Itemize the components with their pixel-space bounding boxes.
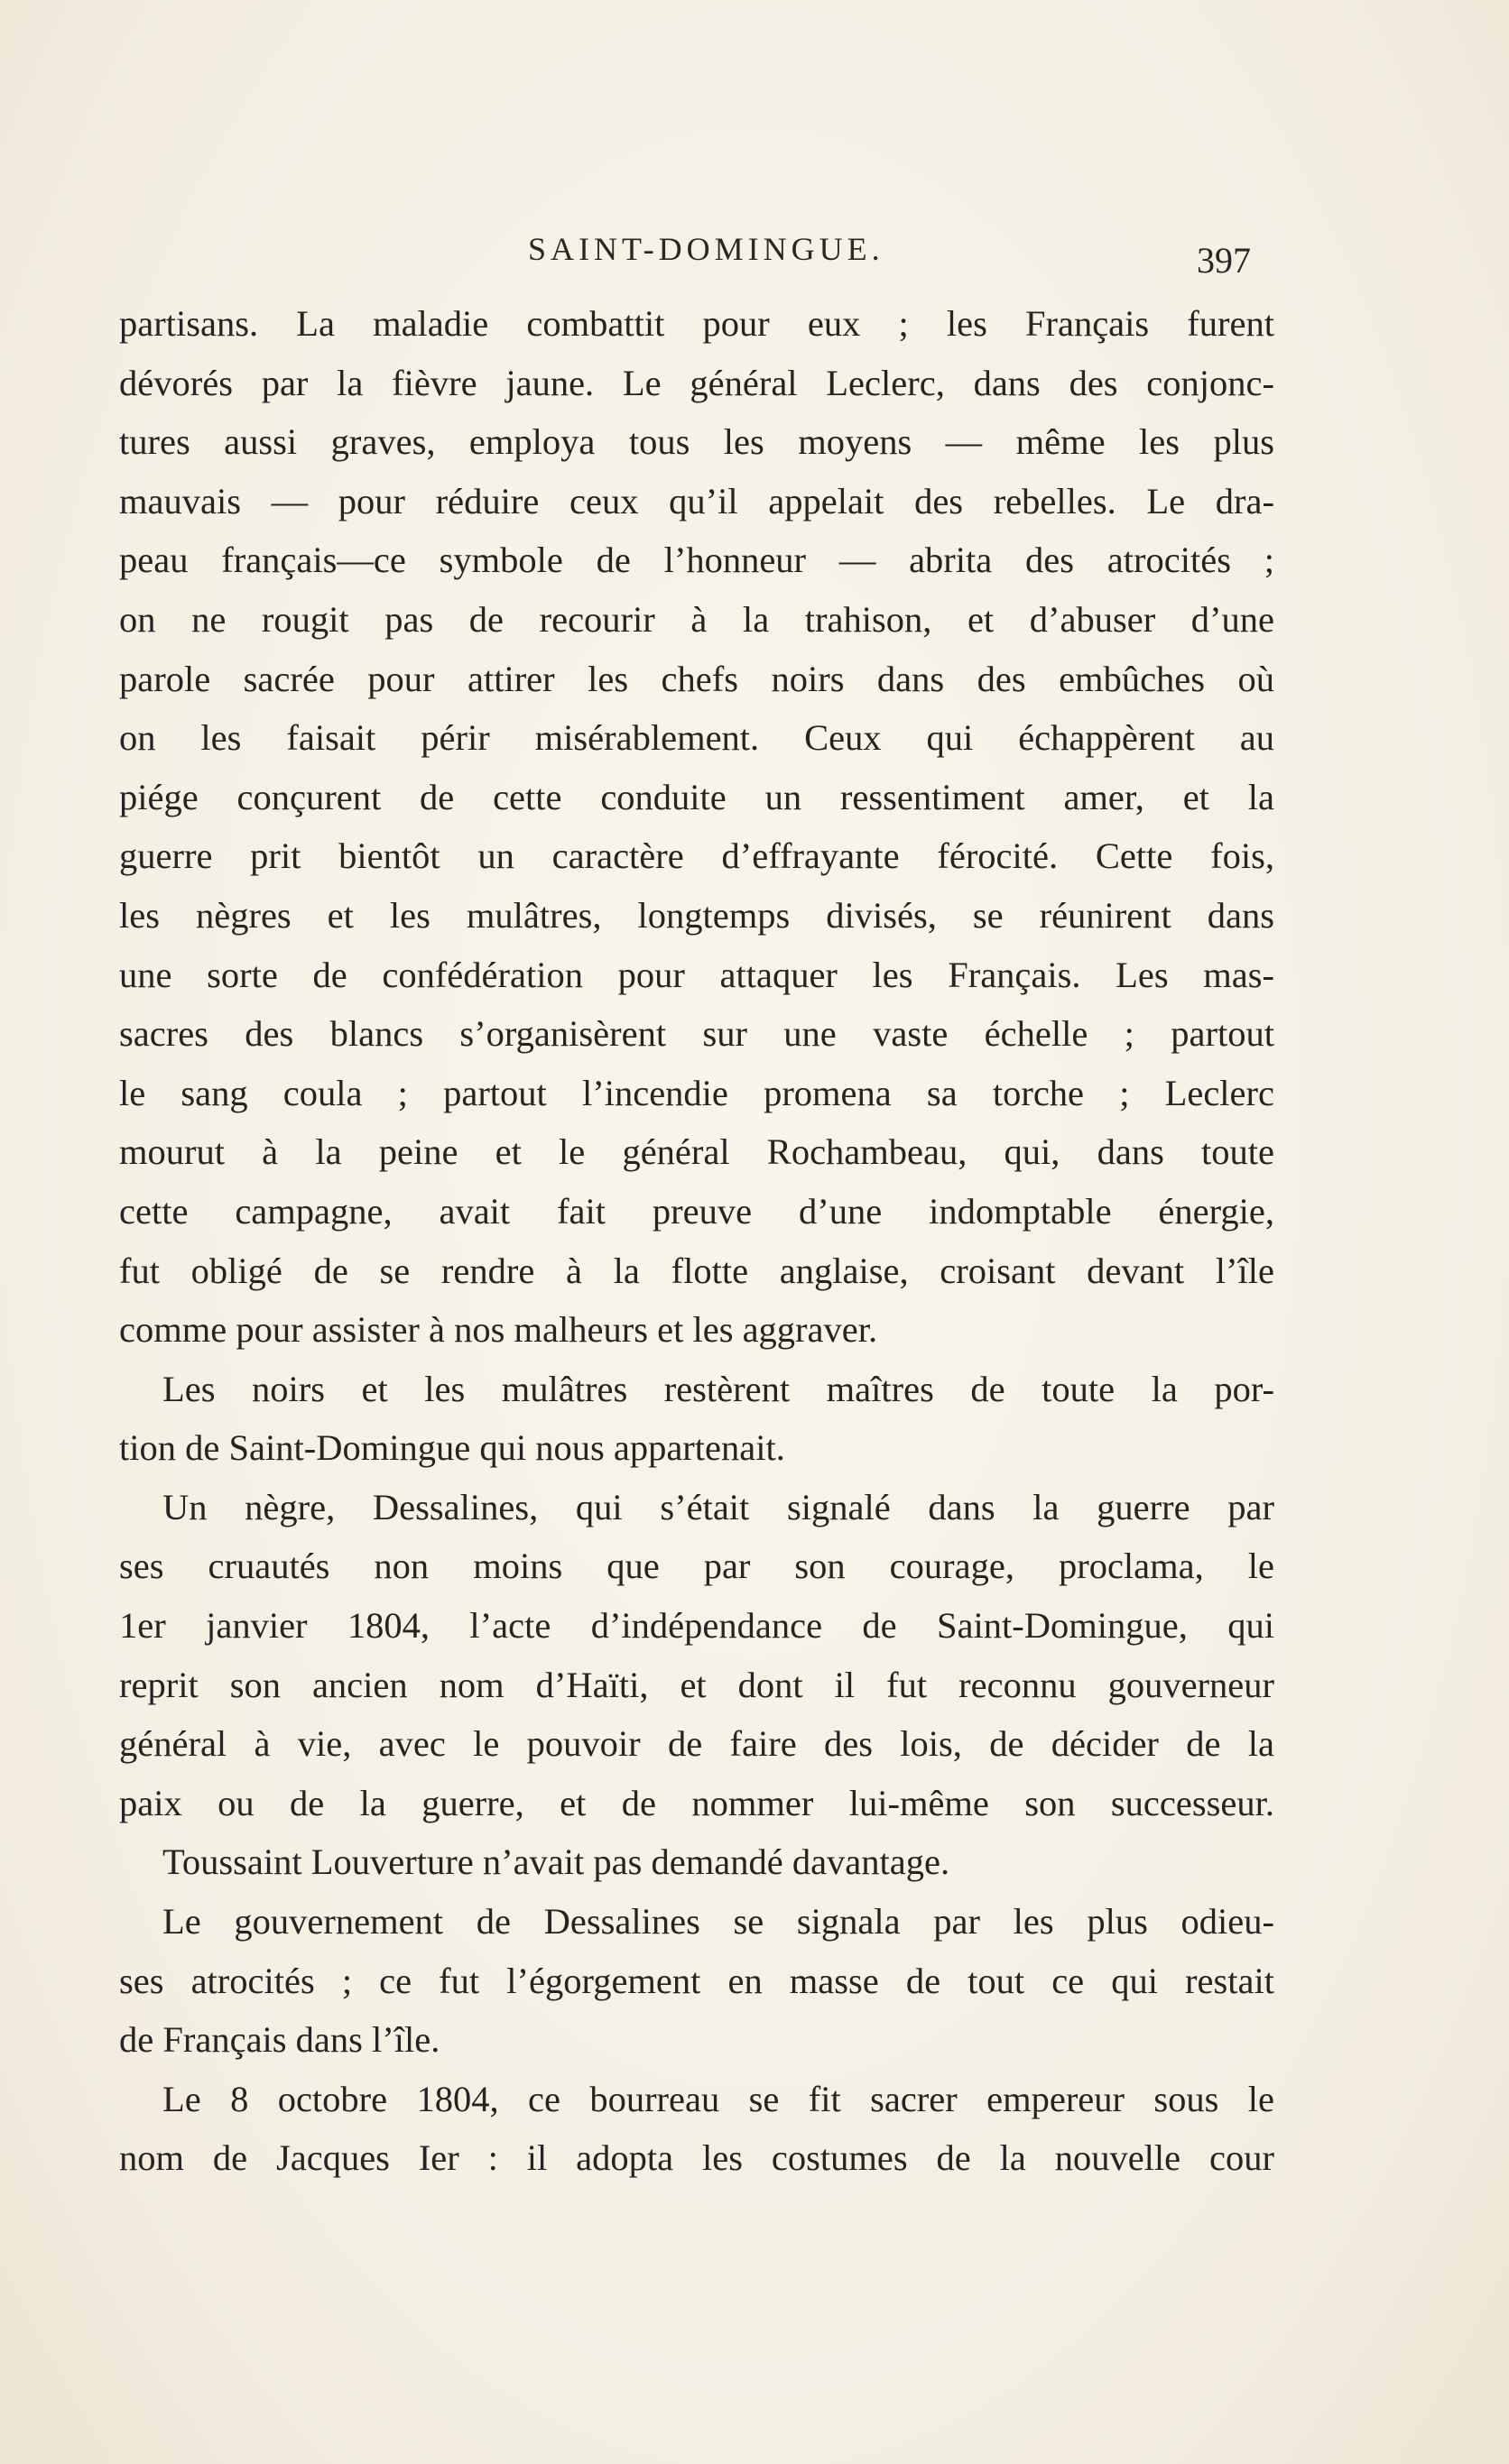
text-line: reprit son ancien nom d’Haïti, et dont il fut reconnu gouverneur xyxy=(119,1664,1274,1705)
text-line: peau français—ce symbole de l’honneur — abrita des atrocités ; xyxy=(119,540,1274,581)
text-line: tures aussi graves, employa tous les moyens — même les plus xyxy=(119,421,1274,463)
text-line: piége conçurent de cette conduite un ressentiment amer, et la xyxy=(119,776,1274,817)
text-line: nom de Jacques Ier : il adopta les costumes de la nouvelle cour xyxy=(119,2137,1274,2179)
text-line: mourut à la peine et le général Rochambeau, qui, dans toute xyxy=(119,1131,1274,1173)
text-line: parole sacrée pour attirer les chefs noirs dans des embûches où xyxy=(119,658,1274,699)
text-line: dévorés par la fièvre jaune. Le général Leclerc, dans des conjonc- xyxy=(119,362,1274,403)
text-line: paix ou de la guerre, et de nommer lui-même son successeur. xyxy=(119,1782,1274,1823)
text-line: guerre prit bientôt un caractère d’effrayante férocité. Cette fois, xyxy=(119,835,1274,877)
text-line: comme pour assister à nos malheurs et les aggraver. xyxy=(119,1309,878,1351)
page-header xyxy=(0,230,1509,284)
text-line: Toussaint Louverture n’avait pas demandé davantage. xyxy=(162,1841,950,1883)
text-line: de Français dans l’île. xyxy=(119,2019,440,2061)
text-line: Le gouvernement de Dessalines se signala par les plus odieu- xyxy=(162,1901,1274,1943)
running-title: SAINT-DOMINGUE. xyxy=(528,231,884,267)
text-line: cette campagne, avait fait preuve d’une indomptable énergie, xyxy=(119,1190,1274,1232)
text-line: ses atrocités ; ce fut l’égorgement en masse de tout ce qui restait xyxy=(119,1960,1274,2001)
page-number: 397 xyxy=(1197,240,1251,281)
text-line: sacres des blancs s’organisèrent sur une vaste échelle ; partout xyxy=(119,1013,1274,1055)
text-line: fut obligé de se rendre à la flotte anglaise, croisant devant l’île xyxy=(119,1250,1274,1291)
text-line: on ne rougit pas de recourir à la trahison, et d’abuser d’une xyxy=(119,598,1274,640)
text-line: le sang coula ; partout l’incendie promena sa torche ; Leclerc xyxy=(119,1072,1274,1113)
text-line: partisans. La maladie combattit pour eux ; les Français furent xyxy=(119,303,1274,344)
text-line: mauvais — pour réduire ceux qu’il appelait des rebelles. Le dra- xyxy=(119,480,1274,521)
text-line: 1er janvier 1804, l’acte d’indépendance de Saint-Domingue, qui xyxy=(119,1605,1274,1647)
text-line: Le 8 octobre 1804, ce bourreau se fit sacrer empereur sous le xyxy=(162,2078,1274,2119)
text-line: les nègres et les mulâtres, longtemps divisés, se réunirent dans xyxy=(119,894,1274,936)
text-line: ses cruautés non moins que par son courage, proclama, le xyxy=(119,1546,1274,1587)
text-line: tion de Saint-Domingue qui nous appartenait. xyxy=(119,1427,785,1469)
text-line: on les faisait périr misérablement. Ceux qui échappèrent au xyxy=(119,717,1274,759)
text-line: une sorte de confédération pour attaquer les Français. Les mas- xyxy=(119,954,1274,995)
text-line: général à vie, avec le pouvoir de faire des lois, de décider de la xyxy=(119,1723,1274,1765)
text-line: Les noirs et les mulâtres restèrent maîtres de toute la por- xyxy=(162,1368,1274,1409)
text-line: Un nègre, Dessalines, qui s’était signalé dans la guerre par xyxy=(162,1486,1274,1527)
body-text xyxy=(119,294,1274,2188)
